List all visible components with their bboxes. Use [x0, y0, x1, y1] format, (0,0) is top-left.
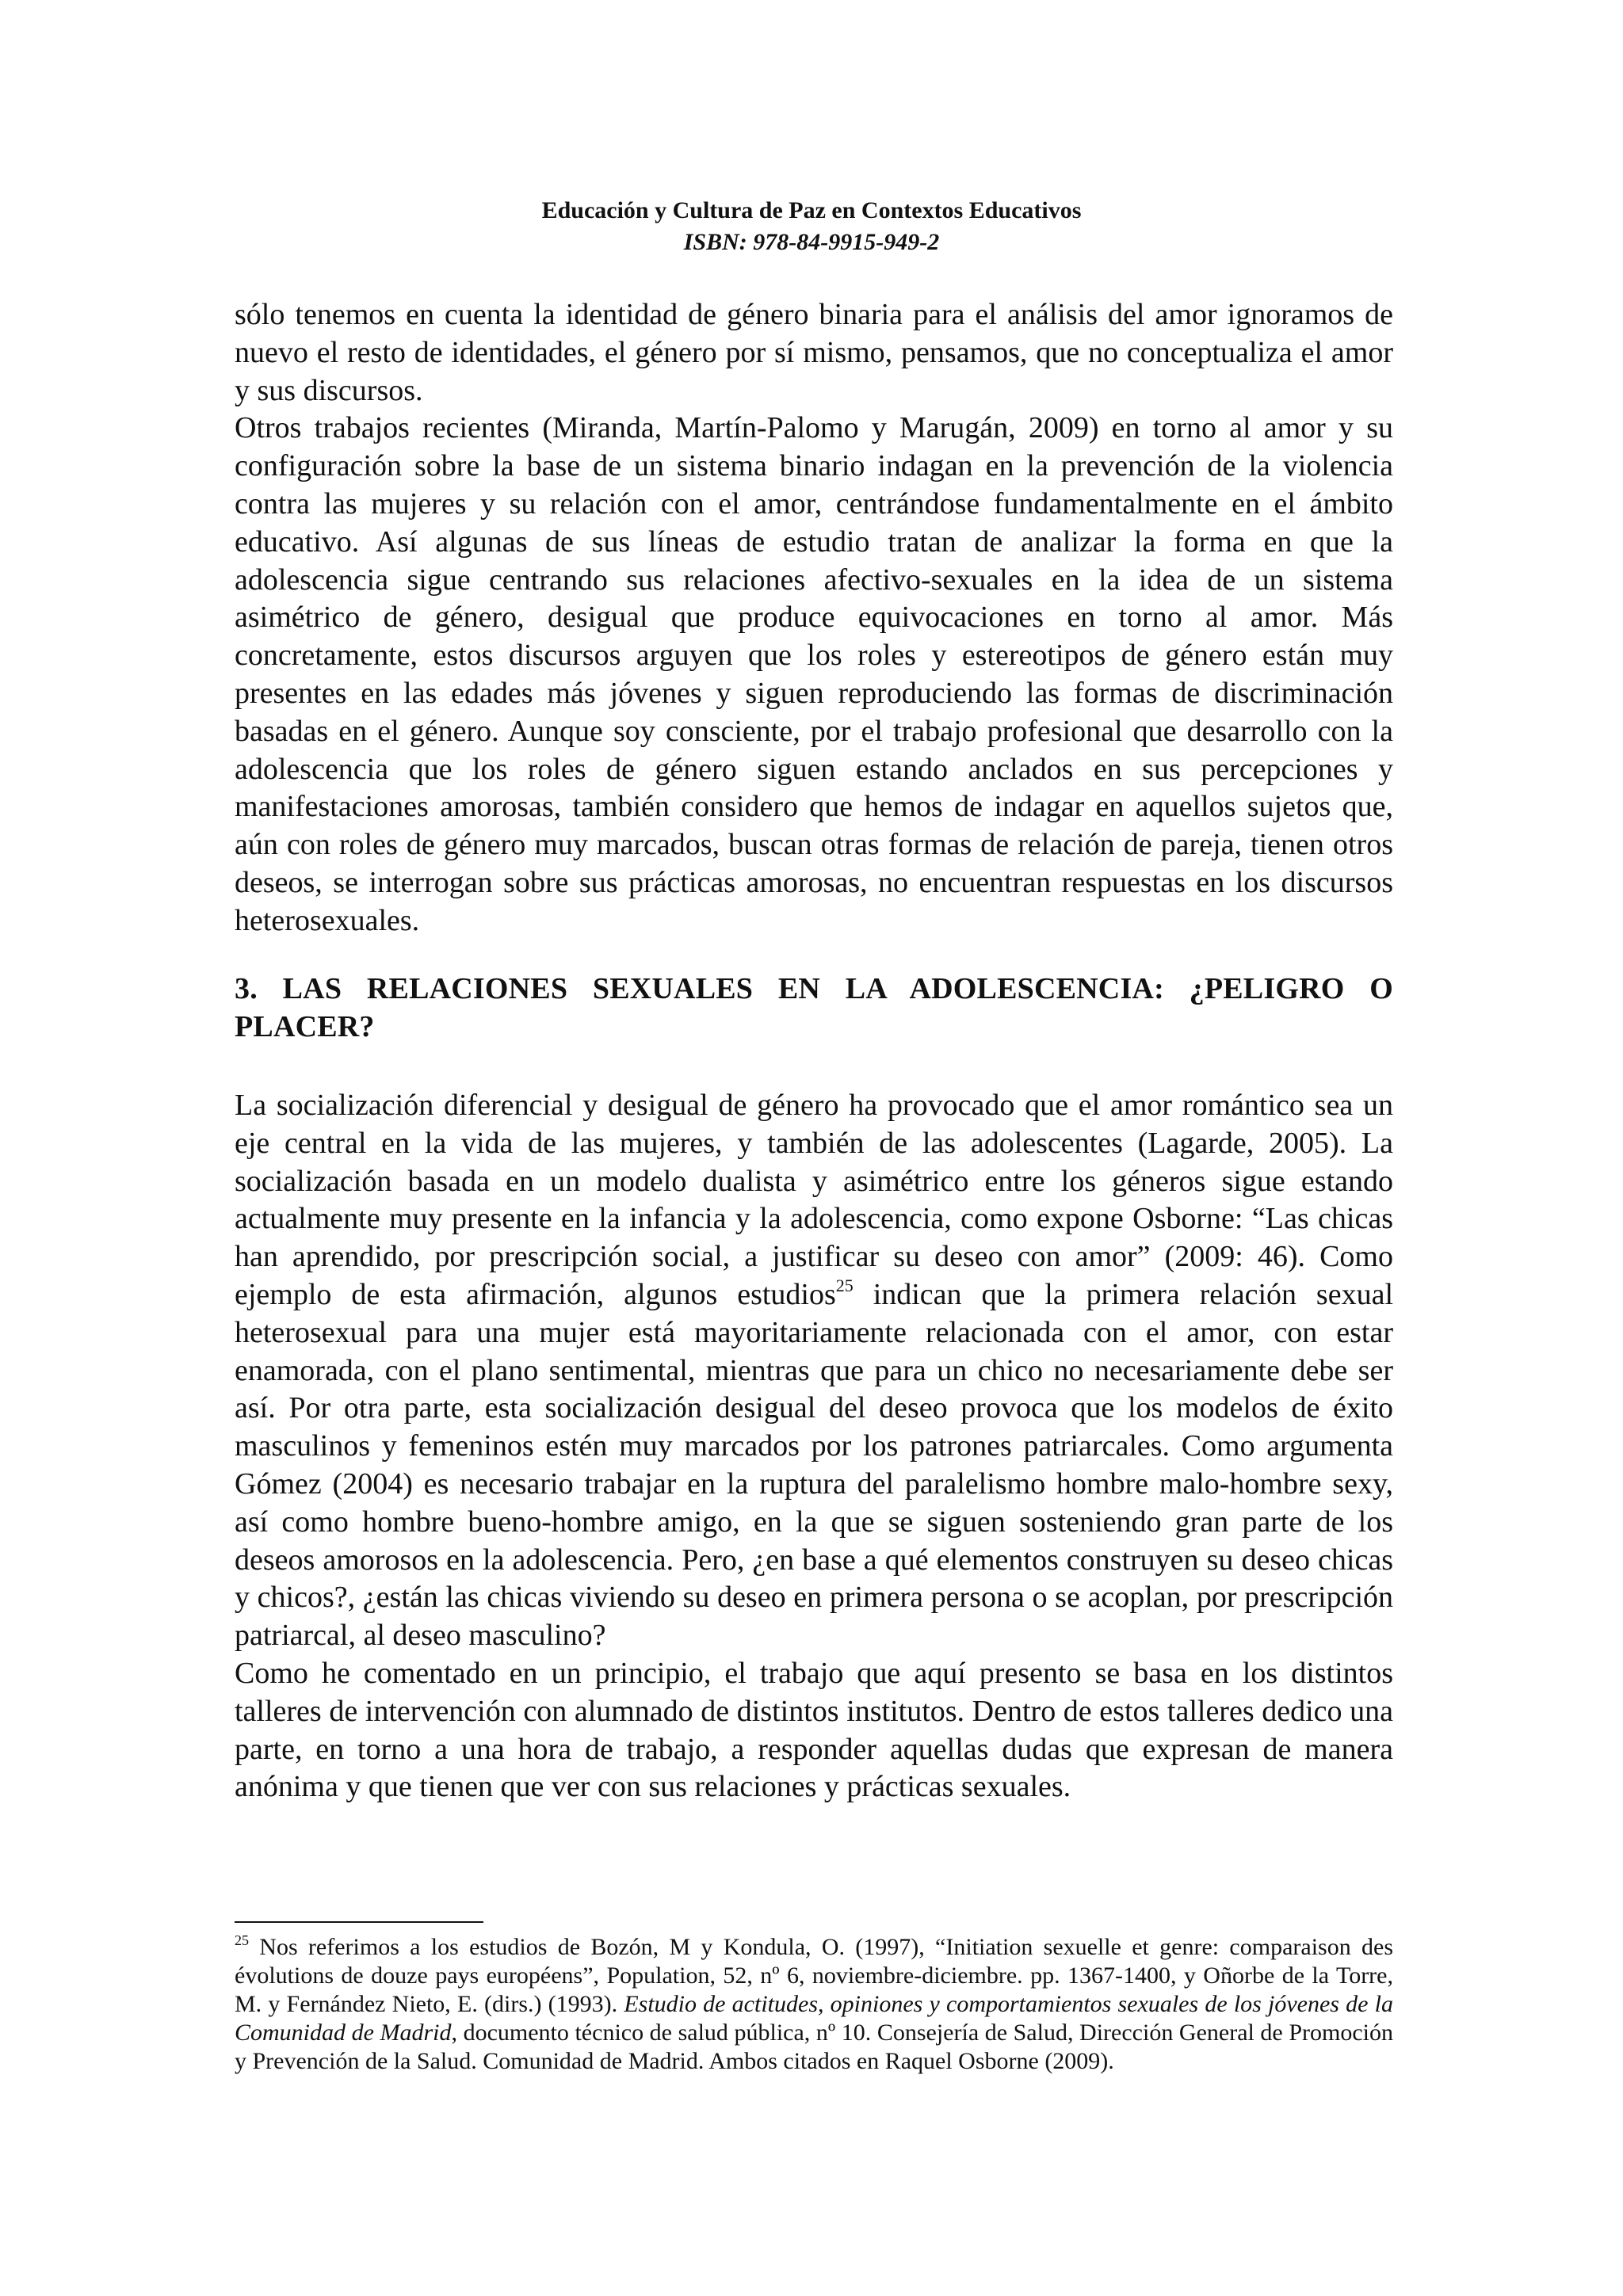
- paragraph: sólo tenemos en cuenta la identidad de género binaria para el análisis del amor ignoramos de nuevo el resto de identidades, el género por sí mismo, pensamos, que no conceptualiza el amor y sus discursos.: [235, 298, 1393, 407]
- paragraph: [235, 1087, 1393, 1655]
- footnote-separator: [235, 1921, 483, 1923]
- header-isbn: ISBN: 978-84-9915-949-2: [683, 229, 940, 255]
- header-title: Educación y Cultura de Paz en Contextos Educativos: [541, 197, 1082, 223]
- body-block-2: [235, 1087, 1393, 1806]
- footnote-paragraph: [235, 1933, 1393, 2076]
- footnote-reference[interactable]: 25: [835, 1275, 854, 1295]
- paragraph: Otros trabajos recientes (Miranda, Martín-Palomo y Marugán, 2009) en torno al amor y su configuración sobre la base de un sistema binario indagan en la prevención de la violencia contra las mujeres y su relación con el amor, centrándose fundamentalmente en el ámbito educativo. Así algunas de sus líneas de estudio tratan de analizar la forma en que la adolescencia sigue centrando sus relaciones afectivo-sexuales en la idea de un sistema asimétrico de género, desigual que produce equivocaciones en torno al amor. Más concretamente, estos discursos arguyen que los roles y estereotipos de género están muy presentes en las edades más jóvenes y siguen reproduciendo las formas de discriminación basadas en el género. Aunque soy consciente, por el trabajo profesional que desarrollo con la adolescencia que los roles de género siguen estando anclados en sus percepciones y manifestaciones amorosas, también considero que hemos de indagar en aquellos sujetos que, aún con roles de género muy marcados, buscan otras formas de relación de pareja, tienen otros deseos, se interrogan sobre sus prácticas amorosas, no encuentran respuestas en los discursos heterosexuales.: [235, 411, 1393, 937]
- footnote-number: 25: [235, 1932, 249, 1948]
- paragraph-text: indican que la primera relación sexual heterosexual para una mujer está mayoritariamente relacionada con el amor, con estar enamorada, con el plano sentimental, mientras que para un chico no necesariamente debe ser así. Por otra parte, esta socialización desigual del deseo provoca que los modelos de éxito masculinos y femeninos estén muy marcados por los patrones patriarcales. Como argumenta Gómez (2004) es necesario trabajar en la ruptura del paralelismo hombre malo-hombre sexy, así como hombre bueno-hombre amigo, en la que se siguen sosteniendo gran parte de los deseos amorosos en la adolescencia. Pero, ¿en base a qué elementos construyen su deseo chicas y chicos?, ¿están las chicas viviendo su deseo en primera persona o se acoplan, por prescripción patriarcal, al deseo masculino?: [235, 1277, 1394, 1653]
- footnote-text: , documento técnico de salud pública, nº 10. Consejería de Salud, Dirección General de Promoción y Prevención de la Salud. Comunidad de Madrid. Ambos citados en Raquel Osborne (2009).: [235, 2019, 1393, 2074]
- page-header: [0, 195, 1623, 258]
- section-heading: 3. LAS RELACIONES SEXUALES EN LA ADOLESCENCIA: ¿PELIGRO O PLACER?: [235, 972, 1393, 1043]
- footnote-text: Nos referimos a los estudios de Bozón, M y Kondula, O. (1997), “Initiation sexuelle et genre: comparaison des évolutions de douze pays européens”, Population, 52, nº 6, noviembre-diciembre. pp. 1367-1400, y Oñorbe de la Torre, M. y Fernández Nieto, E. (dirs.) (1993).: [235, 1934, 1393, 2017]
- footnote-italic-title: Estudio de actitudes, opiniones y comportamientos sexuales de los jóvenes de la Comunidad de Madrid: [235, 1991, 1393, 2046]
- paragraph-text: La socialización diferencial y desigual de género ha provocado que el amor romántico sea un eje central en la vida de las mujeres, y también de las adolescentes (Lagarde, 2005). La socialización basada en un modelo dualista y asimétrico entre los géneros sigue estando actualmente muy presente en la infancia y la adolescencia, como expone Osborne: “Las chicas han aprendido, por prescripción social, a justificar su deseo con amor” (2009: 46). Como ejemplo de esta afirmación, algunos estudios: [235, 1089, 1393, 1311]
- paragraph: Como he comentado en un principio, el trabajo que aquí presento se basa en los distintos talleres de intervención con alumnado de distintos institutos. Dentro de estos talleres dedico una parte, en torno a una hora de trabajo, a responder aquellas dudas que expresan de manera anónima y que tienen que ver con sus relaciones y prácticas sexuales.: [235, 1656, 1393, 1804]
- body-block-1: [235, 296, 1393, 940]
- footnote: [235, 1933, 1393, 2076]
